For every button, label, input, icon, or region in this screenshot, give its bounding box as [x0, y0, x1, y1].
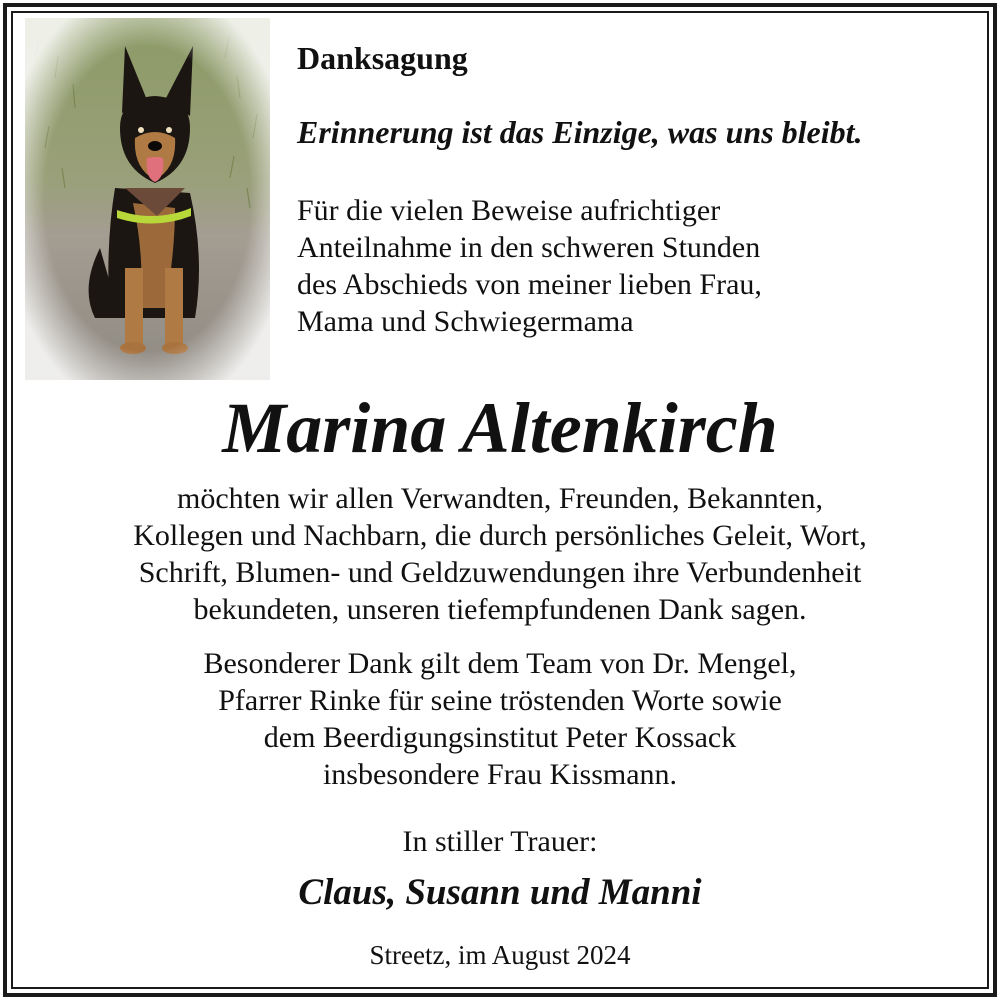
intro-line: Für die vielen Beweise aufrichtiger — [297, 194, 721, 227]
dog-photo — [25, 18, 270, 380]
intro-line: des Abschieds von meiner lieben Frau, — [297, 268, 762, 301]
deceased-name: Marina Altenkirch — [222, 388, 778, 468]
intro-text — [297, 192, 762, 340]
special-thanks-line: insbesondere Frau Kissmann. — [322, 758, 678, 791]
place-date: Streetz, im August 2024 — [369, 940, 631, 970]
special-thanks-text — [0, 645, 1000, 793]
thanks-line: Schrift, Blumen- und Geldzuwendungen ihre Verbundenheit — [138, 556, 862, 589]
heading: Danksagung — [297, 40, 468, 76]
intro-line: Anteilnahme in den schweren Stunden — [297, 231, 761, 264]
intro-line: Mama und Schwiegermama — [297, 305, 634, 338]
signers: Claus, Susann und Manni — [298, 872, 702, 913]
special-thanks-line: Besonderer Dank gilt dem Team von Dr. Mengel, — [203, 647, 797, 680]
thanks-line: Kollegen und Nachbarn, die durch persönliches Geleit, Wort, — [133, 519, 867, 552]
thanks-line: möchten wir allen Verwandten, Freunden, Bekannten, — [177, 482, 823, 515]
special-thanks-line: Pfarrer Rinke für seine tröstenden Worte sowie — [218, 684, 782, 717]
thanks-text — [0, 480, 1000, 628]
thanks-line: bekundeten, unseren tiefempfundenen Dank sagen. — [193, 593, 807, 626]
special-thanks-line: dem Beerdigungsinstitut Peter Kossack — [263, 721, 737, 754]
mourning-line: In stiller Trauer: — [402, 825, 598, 858]
motto: Erinnerung ist das Einzige, was uns bleibt. — [297, 114, 863, 150]
